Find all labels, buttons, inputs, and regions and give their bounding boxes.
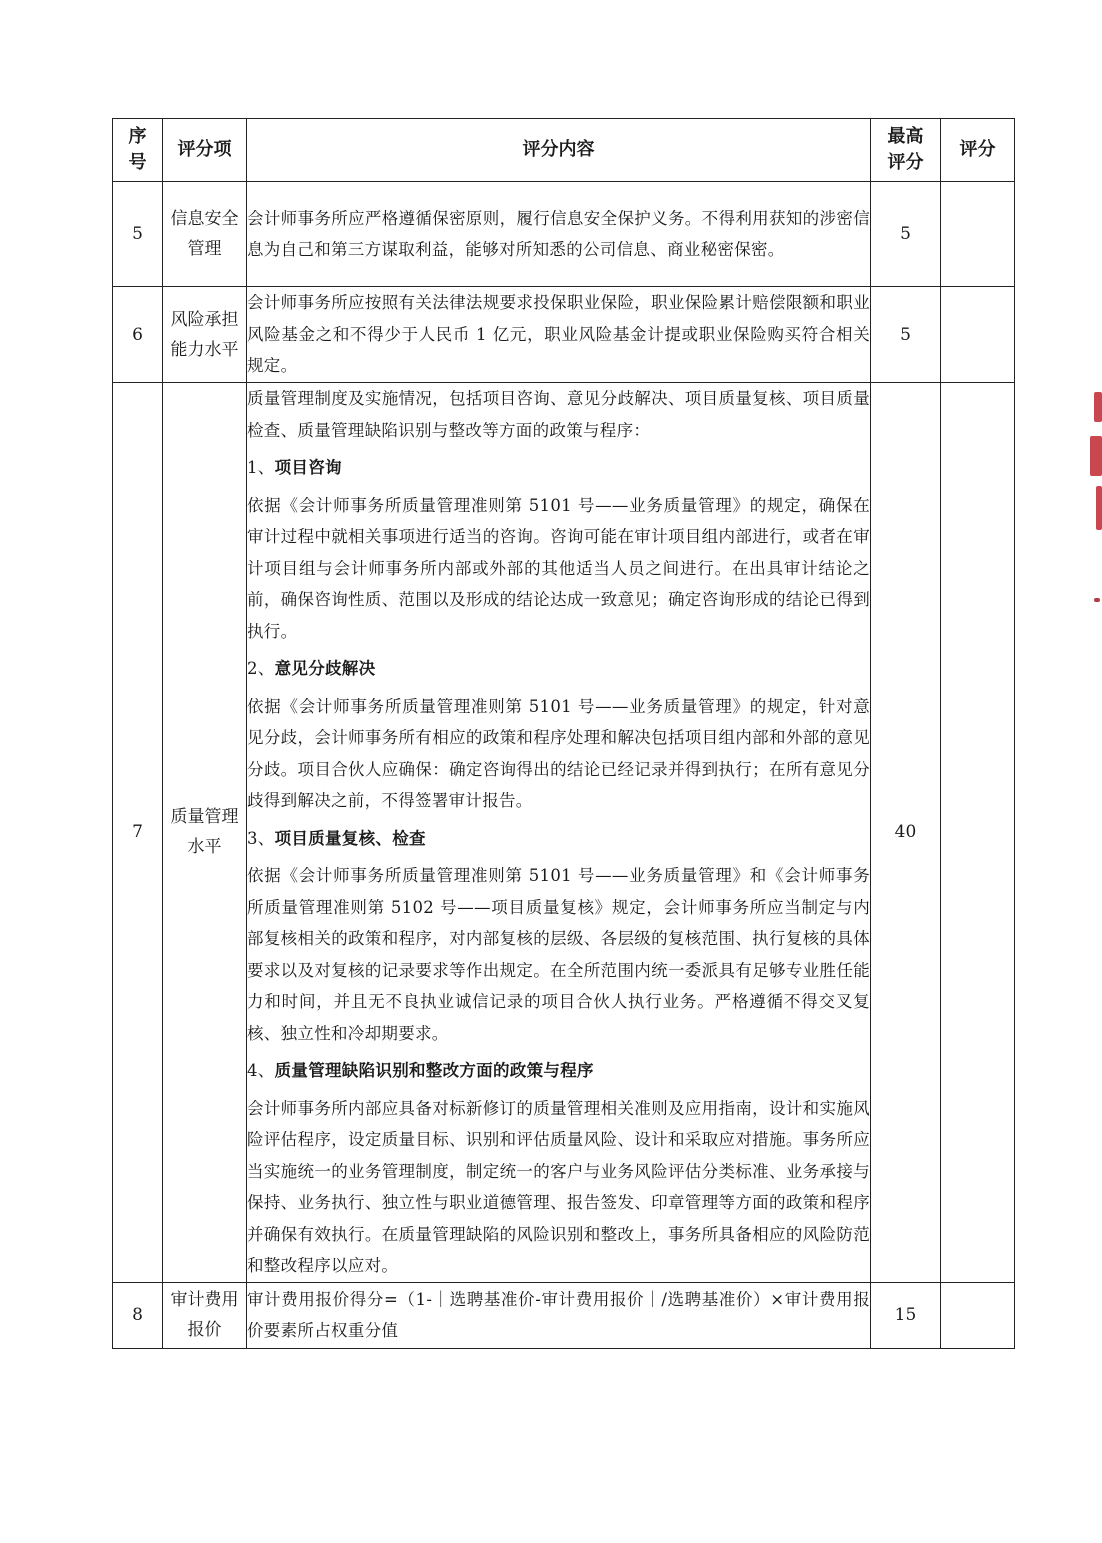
scoring-table (112, 118, 1015, 1349)
document-page (112, 118, 1014, 1349)
row-score (941, 1282, 1015, 1348)
header-item: 评分项 (163, 119, 247, 182)
section-number: 2、 (247, 659, 275, 678)
row-no: 6 (113, 287, 163, 383)
section-heading (247, 653, 870, 685)
section-heading (247, 1055, 870, 1087)
header-no: 序号 (113, 119, 163, 182)
section-number: 4、 (247, 1061, 275, 1080)
section-body: 会计师事务所内部应具备对标新修订的质量管理相关准则及应用指南，设计和实施风险评估程序，设定质量目标、识别和评估质量风险、设计和采取应对措施。事务所应当实施统一的业务管理制度，制定统一的客户与业务风险评估分类标准、业务承接与保持、业务执行、独立性与职业道德管理、报告签发、印章管理等方面的政策和程序并确保有效执行。在质量管理缺陷的风险识别和整改上，事务所具备相应的风险防范和整改程序以应对。 (247, 1098, 870, 1275)
seal-fragment (1094, 392, 1102, 422)
section-title: 项目咨询 (274, 458, 342, 477)
table-row (113, 287, 1015, 383)
section-body: 依据《会计师事务所质量管理准则第 5101 号——业务质量管理》和《会计师事务所质量管理准则第 5102 号——项目质量复核》规定，会计师事务所应当制定与内部复核相关的政策和程序，对内部复核的层级、各层级的复核范围、执行复核的具体要求以及对复核的记录要求等作出规定。在全所范围内统一委派具有足够专业胜任能力和时间，并且无不良执业诚信记录的项目合伙人执行业务。严格遵循不得交叉复核、独立性和冷却期要求。 (247, 866, 870, 1043)
section-number: 3、 (247, 828, 275, 848)
section-title: 意见分歧解决 (274, 659, 376, 678)
section-body: 依据《会计师事务所质量管理准则第 5101 号——业务质量管理》的规定，针对意见分歧，会计师事务所有相应的政策和程序处理和解决包括项目组内部和外部的意见分歧。项目合伙人应确保：确定咨询得出的结论已经记录并得到执行；在所有意见分歧得到解决之前，不得签署审计报告。 (247, 696, 870, 810)
section-number: 1、 (247, 458, 275, 477)
header-score: 评分 (941, 119, 1015, 182)
row-max-score: 40 (871, 383, 941, 1283)
row-item: 质量管理水平 (163, 383, 247, 1283)
row-score (941, 182, 1015, 287)
intro-paragraph: 质量管理制度及实施情况，包括项目咨询、意见分歧解决、项目质量复核、项目质量检查、质量管理缺陷识别与整改等方面的政策与程序： (247, 389, 870, 440)
row-score (941, 287, 1015, 383)
row-content: 会计师事务所应严格遵循保密原则，履行信息安全保护义务。不得利用获知的涉密信息为自己和第三方谋取利益，能够对所知悉的公司信息、商业秘密保密。 (247, 182, 871, 287)
seal-fragment (1090, 436, 1102, 476)
seal-fragment (1094, 598, 1100, 602)
row-max-score: 5 (871, 182, 941, 287)
row-item: 审计费用报价 (163, 1282, 247, 1348)
table-row (113, 182, 1015, 287)
row-item: 风险承担能力水平 (163, 287, 247, 383)
header-content: 评分内容 (247, 119, 871, 182)
row-content (247, 383, 871, 1283)
section-heading (247, 452, 870, 484)
section-heading (247, 823, 870, 855)
table-row (113, 383, 1015, 1283)
row-content: 审计费用报价得分=（1-｜选聘基准价-审计费用报价｜/选聘基准价）×审计费用报价要素所占权重分值 (247, 1282, 871, 1348)
row-max-score: 5 (871, 287, 941, 383)
section-title: 质量管理缺陷识别和整改方面的政策与程序 (274, 1061, 594, 1080)
row-score (941, 383, 1015, 1283)
row-max-score: 15 (871, 1282, 941, 1348)
row-content: 会计师事务所应按照有关法律法规要求投保职业保险，职业保险累计赔偿限额和职业风险基金之和不得少于人民币 1 亿元，职业风险基金计提或职业保险购买符合相关规定。 (247, 287, 871, 383)
table-row (113, 1282, 1015, 1348)
header-max: 最高评分 (871, 119, 941, 182)
seal-fragment (1096, 486, 1102, 530)
table-header-row (113, 119, 1015, 182)
row-item: 信息安全管理 (163, 182, 247, 287)
section-title: 项目质量复核、检查 (274, 828, 426, 848)
row-no: 7 (113, 383, 163, 1283)
row-no: 8 (113, 1282, 163, 1348)
row-no: 5 (113, 182, 163, 287)
section-body: 依据《会计师事务所质量管理准则第 5101 号——业务质量管理》的规定，确保在审计过程中就相关事项进行适当的咨询。咨询可能在审计项目组内部进行，或者在审计项目组与会计师事务所内部或外部的其他适当人员之间进行。在出具审计结论之前，确保咨询性质、范围以及形成的结论达成一致意见；确定咨询形成的结论已得到执行。 (247, 495, 870, 641)
